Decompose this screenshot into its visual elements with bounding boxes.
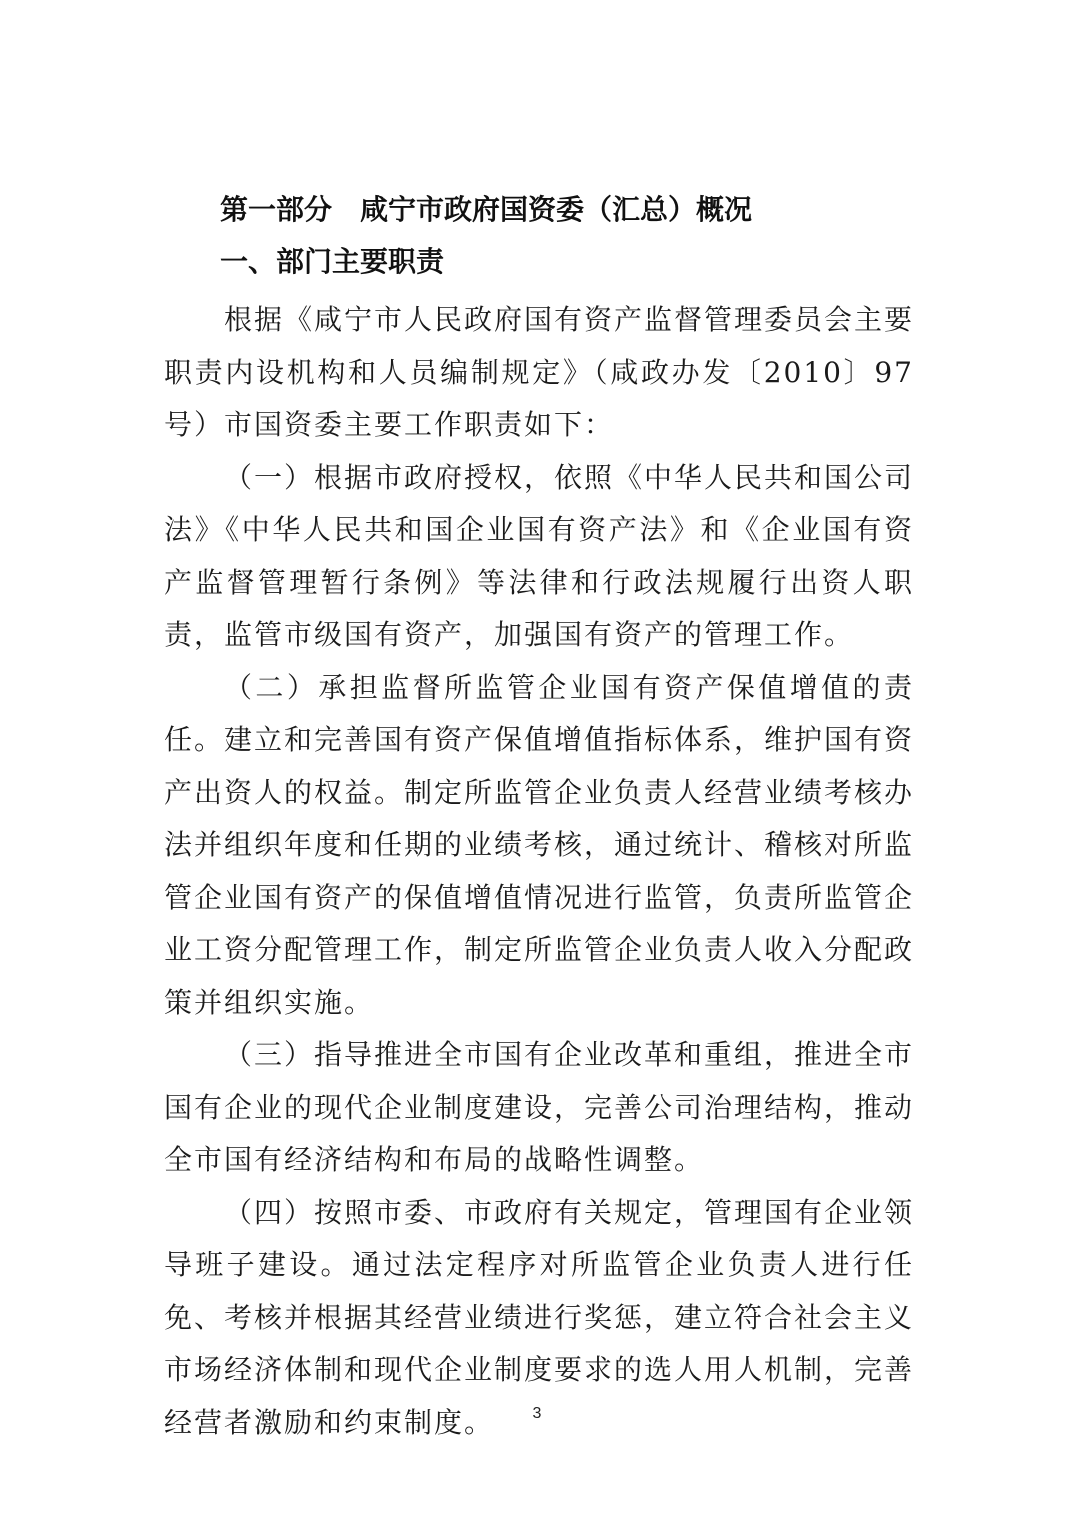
paragraph-duty-1: （一）根据市政府授权，依照《中华人民共和国公司法》《中华人民共和国企业国有资产法》和《企业国有资产监督管理暂行条例》等法律和行政法规履行出资人职责，监管市级国有资产，加强国有资产的管理工作。 [164,460,915,651]
paragraph-intro: 根据《咸宁市人民政府国有资产监督管理委员会主要职责内设机构和人员编制规定》（咸政办发〔2010〕97号）市国资委主要工作职责如下： [164,303,915,441]
section-heading: 一、部门主要职责 [220,245,445,278]
part-heading: 第一部分 咸宁市政府国资委（汇总）概况 [220,193,753,226]
body-text [164,294,914,1449]
paragraph-duty-3: （三）指导推进全市国有企业改革和重组，推进全市国有企业的现代企业制度建设，完善公司治理结构，推动全市国有经济结构和布局的战略性调整。 [164,1038,915,1176]
page-number: 3 [532,1405,542,1422]
paragraph-duty-4: （四）按照市委、市政府有关规定，管理国有企业领导班子建设。通过法定程序对所监管企业负责人进行任免、考核并根据其经营业绩进行奖惩，建立符合社会主义市场经济体制和现代企业制度要求的选人用人机制，完善经营者激励和约束制度。 [164,1195,915,1439]
paragraph-duty-2: （二）承担监督所监管企业国有资产保值增值的责任。建立和完善国有资产保值增值指标体系，维护国有资产出资人的权益。制定所监管企业负责人经营业绩考核办法并组织年度和任期的业绩考核，通过统计、稽核对所监管企业国有资产的保值增值情况进行监管，负责所监管企业工资分配管理工作，制定所监管企业负责人收入分配政策并组织实施。 [164,670,915,1019]
